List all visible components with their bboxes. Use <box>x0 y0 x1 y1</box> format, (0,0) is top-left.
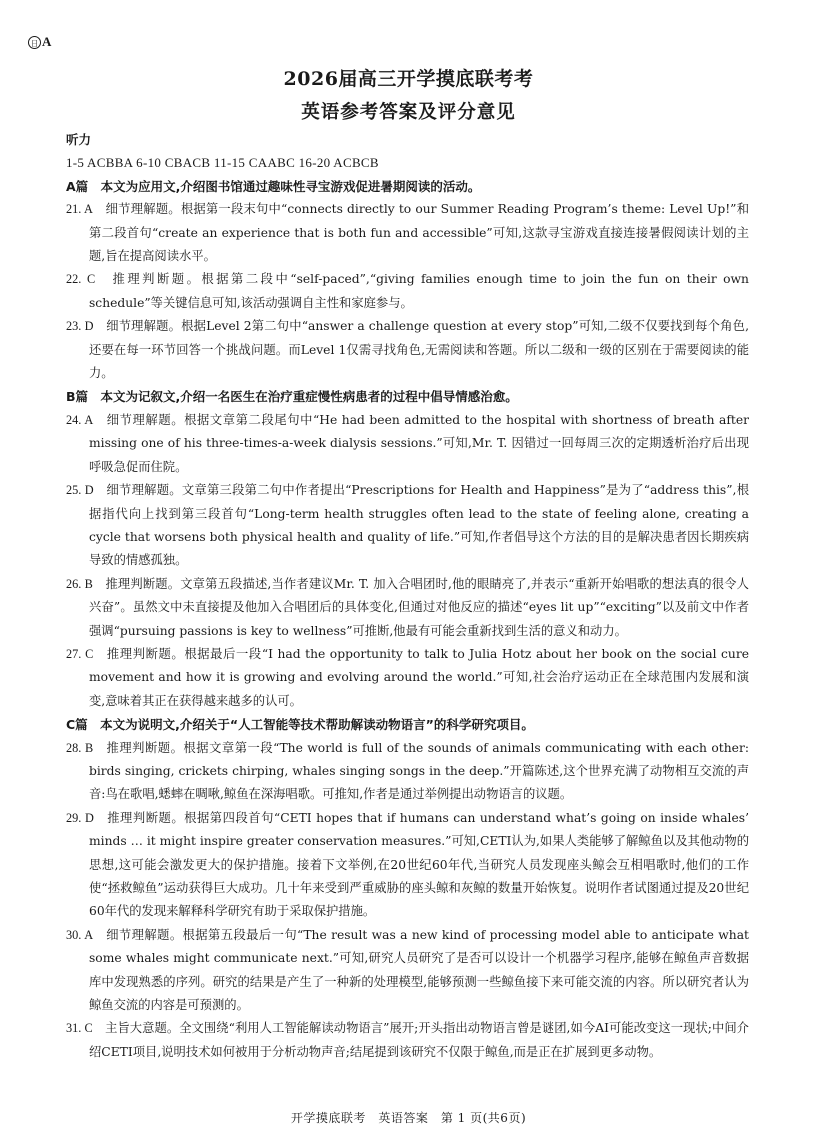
version-circle-icon: 日 <box>28 36 41 49</box>
answer-item-21 <box>66 198 749 268</box>
page-footer: 开学摸底联考 英语答案 第 1 页(共6页) <box>290 1111 527 1125</box>
item-explanation: 细节理解题。根据Level 2第二句中“answer a challenge question at every stop”可知,二级不仅要找到每个角色,还要在每一环节回答一个挑战问题。而Level 1仅需寻找角色,无需阅读和答题。所以二级和一级的区别在于需要阅读的能力。 <box>89 319 749 381</box>
item-explanation: 推理判断题。文章第五段描述,当作者建议Mr. T. 加入合唱团时,他的眼睛亮了,并表示“重新开始唱歌的想法真的很令人兴奋”。虽然文中未直接提及他加入合唱团后的具体变化,但通过对他反应的描述“eyes lit up”“exciting”以及前文中作者强调“pursuing passions is key to wellness”可推断,他最有可能会重新找到生活的意义和动力。 <box>89 576 749 638</box>
item-explanation: 细节理解题。根据第一段末句中“connects directly to our Summer Reading Program’s theme: Level Up!”和第二段首句“create an experience that is both fun and accessible”可知,这款寻宝游戏直接连接暑假阅读计划的主题,旨在提高阅读水平。 <box>89 202 749 264</box>
item-explanation: 细节理解题。文章第三段第二句中作者提出“Prescriptions for Health and Happiness”是为了“address this”,根据指代向上找到第三段首句“Long-term health struggles often lead to the state of feeling alone, creating a cycle that worsens both physical health and quality of life.”可知,作者倡导这个方法的目的是解决患者因长期疾病导致的情感孤独。 <box>89 483 749 568</box>
item-explanation: 推理判断题。根据文章第一段“The world is full of the sounds of animals communicating with each other: birds singing, crickets chirping, whales singing songs in the deep.”开篇陈述,这个世界充满了动物相互交流的声音:鸟在歌唱,蟋蟀在啁啾,鲸鱼在深海唱歌。可推知,作者是通过举例提出动物语言的议题。 <box>89 740 749 802</box>
item-explanation: 推理判断题。根据最后一段“I had the opportunity to talk to Julia Hotz about her book on the social cure movement and how it is growing and evolving around the world.”可知,社会治疗运动正在全球范围内发展和演变,意味着其正在获得越来越多的认可。 <box>89 646 750 708</box>
item-explanation: 细节理解题。根据文章第二段尾句中“He had been admitted to the hospital with shortness of breath after missing one of his three-times-a-week dialysis sessions.”可知,Mr. T. 因错过一回每周三次的定期透析治疗后出现呼吸急促而住院。 <box>89 412 749 474</box>
item-number: 24. A <box>66 412 94 427</box>
item-number: 25. D <box>66 483 94 498</box>
item-explanation: 细节理解题。根据第五段最后一句“The result was a new kind of processing model able to anticipate what some whales might communicate next.”可知,研究人员研究了是否可以设计一个机器学习程序,能够在鲸鱼声音数据库中发现熟悉的序列。研究的结果是产生了一种新的处理模型,能够预测一些鲸鱼接下来可能交流的内容。所以研究者认为鲸鱼交流的内容是可预测的。 <box>89 927 749 1013</box>
answer-item-31 <box>66 1017 749 1064</box>
item-number: 26. B <box>66 576 93 591</box>
section-heading-b: B篇 本文为记叙文,介绍一名医生在治疗重症慢性病患者的过程中倡导情感治愈。 <box>66 389 518 405</box>
exam-title: 2026届高三开学摸底联考考 <box>283 68 534 90</box>
answer-item-26 <box>66 573 749 643</box>
item-number: 29. D <box>66 810 94 825</box>
item-explanation: 推理判断题。根据第四段首句“CETI hopes that if humans can understand what’s going on inside whales’ minds … it might inspire greater conservation measures.”可知,CETI认为,如果人类能够了解鲸鱼以及其他动物的思想,这可能会激发更大的保护措施。接着下文举例,在20世纪60年代,当研究人员发现座头鲸会互相唱歌时,他们的工作使“拯救鲸鱼”运动获得巨大成功。几十年来受到严重威胁的座头鲸和灰鲸的数量开始恢复。说明作者试图通过提及20世纪60年代的发现来解释科学研究有助于采取保护措施。 <box>89 810 749 919</box>
listening-answers: 1-5 ACBBA 6-10 CBACB 11-15 CAABC 16-20 ACBCB <box>66 155 379 171</box>
section-heading-a: A篇 本文为应用文,介绍图书馆通过趣味性寻宝游戏促进暑期阅读的活动。 <box>66 178 481 194</box>
answer-item-27 <box>66 643 749 713</box>
item-number: 31. C <box>66 1021 93 1036</box>
answer-item-29 <box>66 807 749 924</box>
answer-item-28 <box>66 737 749 807</box>
item-explanation: 主旨大意题。全文围绕“利用人工智能解读动物语言”展开;开头指出动物语言曾是谜团,如今AI可能改变这一现状;中间介绍CETI项目,说明技术如何被用于分析动物声音;结尾提到该研究不仅限于鲸鱼,而是正在扩展到更多动物。 <box>89 1021 749 1059</box>
version-letter: A <box>42 34 52 49</box>
item-number: 27. C <box>66 646 94 661</box>
item-number: 21. A <box>66 202 93 217</box>
answer-item-30 <box>66 924 749 1018</box>
answer-item-23 <box>66 315 749 385</box>
answer-content <box>66 128 749 1064</box>
answer-item-25 <box>66 479 749 573</box>
item-number: 30. A <box>66 927 94 942</box>
item-number: 23. D <box>66 319 94 334</box>
item-number: 22. C <box>66 272 96 287</box>
item-number: 28. B <box>66 740 94 755</box>
answer-key-title: 英语参考答案及评分意见 <box>301 102 516 123</box>
answer-item-22 <box>66 268 749 315</box>
section-heading-c: C篇 本文为说明文,介绍关于“人工智能等技术帮助解读动物语言”的科学研究项目。 <box>66 717 534 733</box>
answer-item-24 <box>66 409 749 479</box>
paper-version-mark <box>28 34 51 50</box>
listening-heading: 听力 <box>66 132 92 147</box>
item-explanation: 推理判断题。根据第二段中“self-paced”,“giving families enough time to join the fun on their own schedule”等关键信息可知,该活动强调自主性和家庭参与。 <box>89 272 749 310</box>
